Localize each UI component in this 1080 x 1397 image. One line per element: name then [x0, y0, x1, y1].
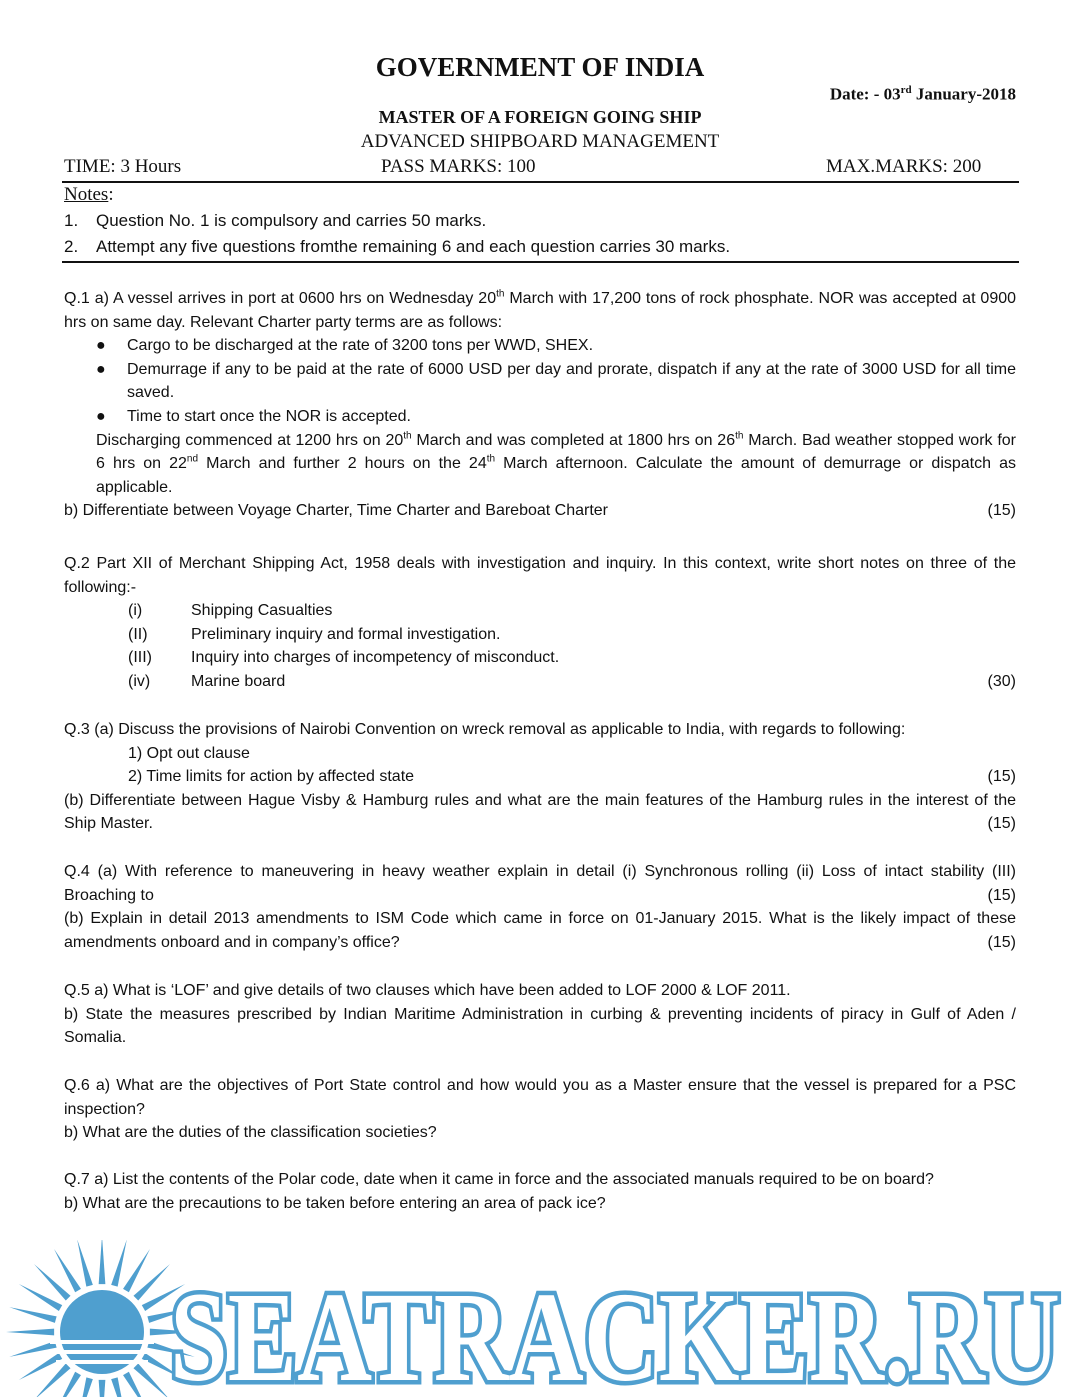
sun-ray [99, 1380, 106, 1397]
sun-ray [99, 1240, 106, 1284]
exam-time: TIME: 3 Hours [64, 156, 182, 177]
exam-date: Date: - 03rd January-2018 [829, 84, 1016, 104]
exam-subject: ADVANCED SHIPBOARD MANAGEMENT [360, 131, 720, 152]
question-1 [64, 287, 1016, 523]
question-3: Q.3 (a) Discuss the provisions of Nairobi Convention on wreck removal as applicable to India, with regards to following: 1) Opt out clause (15) 2) Time limits for action by affected state (b) Differentiate between Hague Visby & Hamburg rules and what are the main features of the Hamburg rules in the interest of the Ship Master. (15) [64, 718, 1016, 836]
question-2: Q.2 Part XII of Merchant Shipping Act, 1958 deals with investigation and inquiry. In this context, write short notes on three of the following:- (i) Shipping Casualties (II) Preliminary inquiry and formal investigation. (III) Inquiry into charges of incompetency of misconduct. (30) (iv) Marine board [64, 552, 1016, 694]
exam-subtitle: MASTER OF A FOREIGN GOING SHIP [378, 107, 702, 127]
sun-ray [9, 1341, 56, 1357]
question-7: Q.7 a) List the contents of the Polar code, date when it came in force and the associated manuals required to be on board? b) What are the precautions to be taken before entering an area of pack ice? [64, 1171, 934, 1212]
max-marks: MAX.MARKS: 200 [826, 156, 982, 177]
sun-ray [77, 1240, 93, 1287]
marks: (15) [987, 933, 1016, 951]
sun-ray [9, 1307, 56, 1323]
question-6: Q.6 a) What are the objectives of Port State control and how would you as a Master ensure that the vessel is prepared for a PSC inspection? b) What are the duties of the classification societies? [64, 1077, 1016, 1142]
pass-marks: PASS MARKS: 100 [381, 156, 536, 177]
bullet-item: ● Time to start once the NOR is accepted. [64, 405, 1016, 429]
bullet-item: ● Cargo to be discharged at the rate of 3200 tons per WWD, SHEX. [64, 334, 1016, 358]
bullet-icon: ● [96, 407, 106, 425]
list-item: (II) Preliminary inquiry and formal investigation. [128, 625, 501, 643]
list-item: (i) Shipping Casualties [128, 602, 333, 620]
sun-ray [77, 1377, 93, 1397]
q4-part-b: (b) Explain in detail 2013 amendments to ISM Code which came in force on 01-January 2015. What is the likely impact of these amendments onboard and in company’s office? (15) [64, 907, 1016, 954]
bullet-item: ● Demurrage if any to be paid at the rate of 6000 USD per day and prorate, dispatch if any at the rate of 3000 USD for all time saved. [64, 358, 1016, 405]
bullet-icon: ● [96, 360, 106, 378]
marks: (15) [987, 502, 1016, 520]
watermark-text: SEATRACKER.RU [170, 1266, 1060, 1397]
header-divider [62, 181, 1019, 183]
q1-part-a-intro: Q.1 a) A vessel arrives in port at 0600 hrs on Wednesday 20th March with 17,200 tons of rock phosphate. NOR was accepted at 0900 hrs on same day. Relevant Charter party terms are as follows: [64, 288, 1017, 331]
q1-discharge-text: Discharging commenced at 1200 hrs on 20th March and was completed at 1800 hrs on 26th March. Bad weather stopped work for 6 hrs on 22nd March and further 2 hours on the 24th March afternoon. Calculate the amount of demurrage or dispatch as applicable. [96, 430, 1017, 496]
question-5: Q.5 a) What is ‘LOF’ and give details of two clauses which have been added to LOF 2000 & LOF 2011. b) State the measures prescribed by Indian Maritime Administration in curbing & preventing incidents of piracy in Gulf of Aden / Somalia. [64, 982, 1016, 1047]
marks: (15) [987, 815, 1016, 833]
sun-ray [111, 1240, 127, 1287]
note-item: 2. Attempt any five questions fromthe remaining 6 and each question carries 30 marks. [64, 237, 731, 256]
marks: (15) [987, 768, 1016, 786]
sun-ray [111, 1377, 127, 1397]
marks: (15) [987, 886, 1016, 904]
q1-part-b: (15) b) Differentiate between Voyage Charter, Time Charter and Bareboat Charter [64, 499, 1016, 523]
q3-part-b: (b) Differentiate between Hague Visby & Hamburg rules and what are the main features of the Hamburg rules in the interest of the Ship Master. (15) [64, 789, 1016, 836]
page-title: GOVERNMENT OF INDIA [375, 52, 705, 82]
list-item: (30) (iv) Marine board [64, 670, 1016, 694]
list-item: (III) Inquiry into charges of incompetency of misconduct. [128, 649, 560, 667]
marks: (30) [987, 672, 1016, 690]
notes-heading: Notes: [64, 184, 114, 205]
bullet-icon: ● [96, 337, 106, 355]
q4-part-a: Q.4 (a) With reference to maneuvering in heavy weather explain in detail (i) Synchronous rolling (ii) Loss of intact stability (III) Broaching to (15) [64, 860, 1016, 907]
note-item: 1. Question No. 1 is compulsory and carries 50 marks. [64, 211, 487, 230]
watermark [0, 1240, 1080, 1397]
notes-divider [62, 261, 1019, 263]
sun-ray [6, 1329, 54, 1336]
question-4 [64, 860, 1016, 954]
